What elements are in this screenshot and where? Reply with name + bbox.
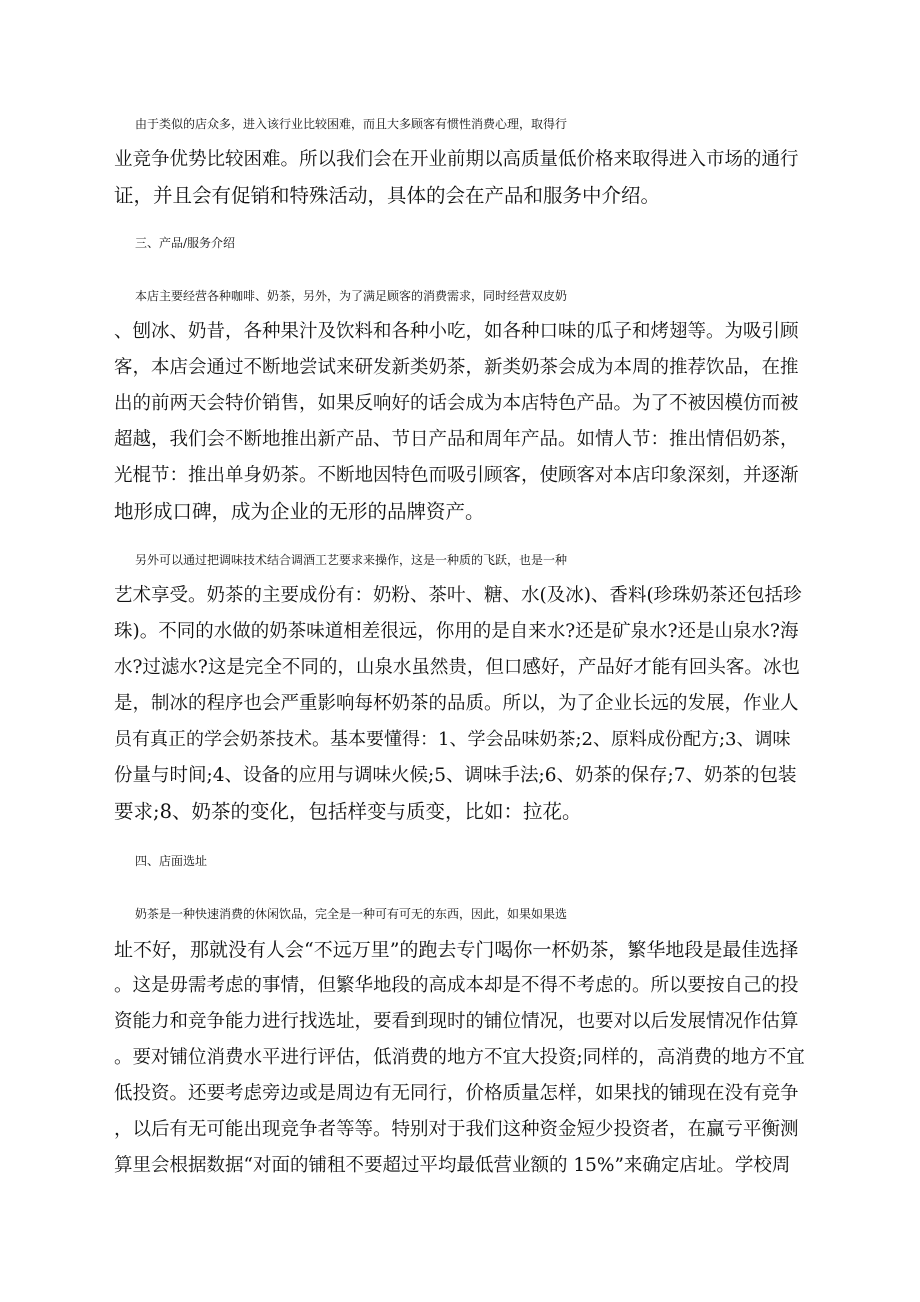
paragraph-2-line-6: 光棍节：推出单身奶茶。不断地因特色而吸引顾客，使顾客对本店印象深刻，并逐渐	[114, 465, 799, 486]
paragraph-4-line-5: 。要对铺位消费水平进行评估，低消费的地方不宜大投资;同样的，高消费的地方不宜	[114, 1047, 805, 1068]
paragraph-3-line-2: 艺术享受。奶茶的主要成份有：奶粉、茶叶、糖、水(及冰)、香料(珍珠奶茶还包括珍	[114, 585, 802, 606]
paragraph-3-line-7: 份量与时间;4、设备的应用与调味火候;5、调味手法;6、奶茶的保存;7、奶茶的包装	[114, 765, 797, 786]
paragraph-1-line-3: 证，并且会有促销和特殊活动，具体的会在产品和服务中介绍。	[114, 184, 661, 207]
paragraph-2-line-4: 出的前两天会特价销售，如果反响好的话会成为本店特色产品。为了不被因模仿而被	[114, 393, 799, 414]
section-heading-products: 三、产品/服务介绍	[135, 236, 236, 250]
paragraph-4-line-4: 资能力和竞争能力进行找选址，要看到现时的铺位情况，也要对以后发展情况作估算	[114, 1011, 799, 1032]
paragraph-2-line-2: 、刨冰、奶昔，各种果汁及饮料和各种小吃，如各种口味的瓜子和烤翅等。为吸引顾	[114, 321, 799, 342]
paragraph-4-line-3: 。这是毋需考虑的事情，但繁华地段的高成本却是不得不考虑的。所以要按自己的投	[114, 975, 799, 996]
paragraph-2-line-1: 本店主要经营各种咖啡、奶茶，另外，为了满足顾客的消费需求，同时经营双皮奶	[135, 289, 568, 303]
paragraph-3-line-5: 是，制冰的程序也会严重影响每杯奶茶的品质。所以，为了企业长远的发展，作业人	[114, 693, 799, 714]
paragraph-4-line-7: ，以后有无可能出现竞争者等等。特别对于我们这种资金短少投资者，在赢亏平衡测	[114, 1119, 799, 1140]
section-heading-location: 四、店面选址	[135, 854, 208, 868]
paragraph-4-line-8: 算里会根据数据“对面的铺租不要超过平均最低营业额的 15%”来确定店址。学校周	[114, 1155, 791, 1176]
paragraph-4-line-2: 址不好，那就没有人会“不远万里”的跑去专门喝你一杯奶茶，繁华地段是最佳选择	[114, 939, 799, 961]
paragraph-3-line-1: 另外可以通过把调味技术结合调酒工艺要求来操作，这是一种质的飞跃，也是一种	[135, 553, 568, 567]
paragraph-2-line-7: 地形成口碑，成为企业的无形的品牌资产。	[114, 500, 485, 523]
paragraph-3-line-4: 水?过滤水?这是完全不同的，山泉水虽然贵，但口感好，产品好才能有回头客。冰也	[114, 657, 800, 678]
paragraph-3-line-8: 要求;8、奶茶的变化，包括样变与质变，比如：拉花。	[114, 800, 582, 823]
paragraph-4-line-1: 奶茶是一种快速消费的休闲饮品，完全是一种可有可无的东西，因此，如果如果选	[135, 907, 568, 921]
paragraph-2-line-3: 客，本店会通过不断地尝试来研发新类奶茶，新类奶茶会成为本周的推荐饮品，在推	[114, 357, 799, 378]
paragraph-1-line-1: 由于类似的店众多，进入该行业比较困难，而且大多顾客有惯性消费心理，取得行	[135, 117, 568, 131]
paragraph-4-line-6: 低投资。还要考虑旁边或是周边有无同行，价格质量怎样，如果找的铺现在没有竞争	[114, 1083, 799, 1104]
paragraph-2-line-5: 超越，我们会不断地推出新产品、节日产品和周年产品。如情人节：推出情侣奶茶，	[114, 429, 799, 450]
paragraph-3-line-6: 员有真正的学会奶茶技术。基本要懂得：1、学会品味奶茶;2、原料成份配方;3、调味	[114, 729, 791, 750]
paragraph-3-line-3: 珠)。不同的水做的奶茶味道相差很远，你用的是自来水?还是矿泉水?还是山泉水?海	[114, 621, 799, 642]
paragraph-1-line-2: 业竞争优势比较困难。所以我们会在开业前期以高质量低价格来取得进入市场的通行	[114, 149, 799, 170]
